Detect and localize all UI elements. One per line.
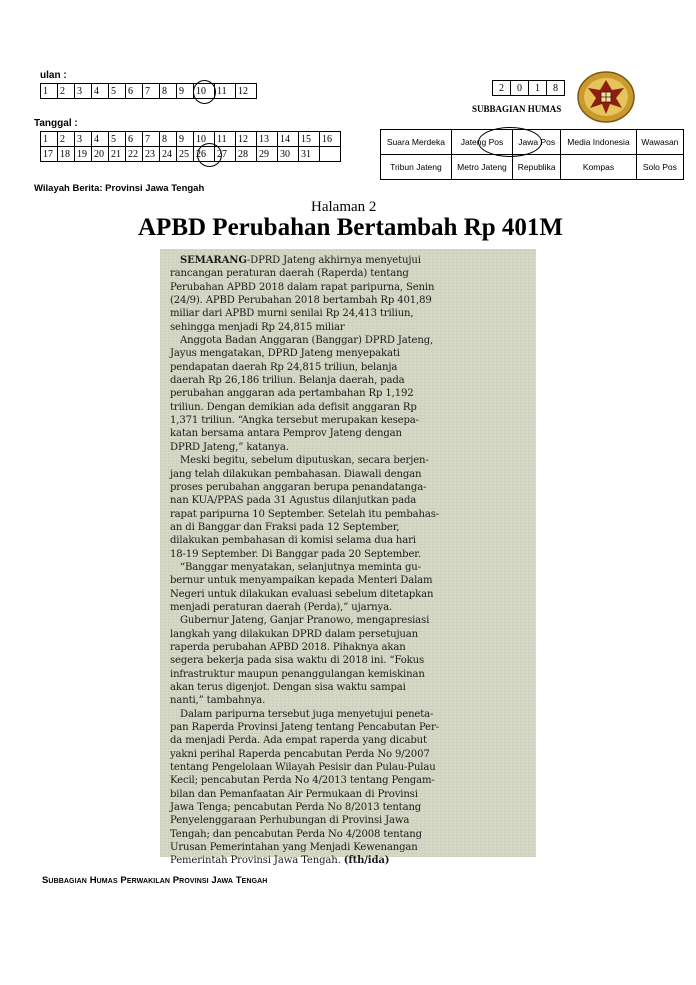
day-cell: 28	[236, 147, 257, 162]
article-line	[170, 588, 528, 601]
article-line-text: triliun. Dengan demikian ada defisit anggaran Rp	[170, 401, 417, 413]
month-cell: 6	[126, 84, 143, 99]
article-line-text: rapat paripurna 10 September. Setelah itu pembahas-	[170, 508, 440, 520]
article-line	[170, 387, 528, 400]
article-line	[170, 561, 528, 574]
byline: (fth/ida)	[343, 855, 390, 867]
media-cell: Wawasan	[636, 130, 683, 155]
article-line-text: Meski begitu, sebelum diputuskan, secara berjen-	[180, 455, 429, 467]
article-line-text: proses perubahan anggaran berupa penandatanga-	[170, 481, 427, 493]
day-cell: 7	[143, 132, 160, 147]
article-line-text: 1,371 triliun. “Angka tersebut merupakan kesepa-	[170, 415, 419, 427]
article-line	[170, 801, 528, 814]
article-line	[170, 267, 528, 280]
year-table	[492, 80, 565, 96]
article-line	[170, 748, 528, 761]
article-line	[170, 307, 528, 320]
article-line-text: DPRD Jateng,” katanya.	[170, 441, 289, 453]
day-cell: 30	[278, 147, 299, 162]
article-line-text: perubahan anggaran ada pertambahan Rp 1,192	[170, 388, 414, 400]
month-cell: 9	[177, 84, 194, 99]
article-line	[170, 601, 528, 614]
article-line	[170, 294, 528, 307]
article-line-text: Urusan Pemerintahan yang Menjadi Kewenangan	[170, 842, 418, 854]
article-line-text: 18-19 September. Di Banggar pada 20 September.	[170, 548, 421, 560]
dateline: SEMARANG	[180, 255, 247, 266]
article-line	[170, 641, 528, 654]
article-line	[170, 654, 528, 667]
article-line	[170, 521, 528, 534]
article-line	[170, 574, 528, 587]
article-line-text: Tengah; dan pencabutan Perda No 4/2008 tentang	[170, 828, 422, 840]
day-cell: 27	[215, 147, 236, 162]
selected-month-circle	[193, 80, 216, 104]
day-cell: 21	[109, 147, 126, 162]
article-line-text: tentang Pengelolaan Wilayah Pesisir dan Pulau-Pulau	[170, 762, 436, 774]
article-line-text: jang telah dilakukan pembahasan. Diawali dengan	[170, 468, 422, 480]
day-cell: 12	[236, 132, 257, 147]
media-cell: Jateng Pos	[451, 130, 512, 155]
day-cell: 4	[92, 132, 109, 147]
year-digit-cell: 2	[493, 81, 511, 96]
article-line-text: Negeri untuk dilakukan evaluasi sebelum ditetapkan	[170, 588, 434, 600]
article-line	[170, 454, 528, 467]
day-table	[40, 131, 341, 162]
day-cell: 14	[278, 132, 299, 147]
article-line-text: rancangan peraturan daerah (Raperda) tentang	[170, 268, 409, 280]
article-line-text: Pemerintah Provinsi Jawa Tengah.	[170, 855, 341, 867]
day-cell: 9	[177, 132, 194, 147]
month-cell: 5	[109, 84, 126, 99]
article-line	[170, 708, 528, 721]
day-cell: 26	[194, 147, 215, 162]
article-line-text: Jayus mengatakan, DPRD Jateng menyepakati	[170, 348, 400, 360]
article-line-text: yakni perihal Raperda pencabutan Perda No 9/2007	[170, 748, 430, 760]
article-line-text: nan KUA/PPAS pada 31 Agustus dilanjutkan pada	[170, 495, 417, 507]
article-line	[170, 427, 528, 440]
article-line	[170, 854, 528, 867]
selected-day-circle	[197, 143, 222, 167]
article-line	[170, 254, 528, 267]
media-cell: Solo Pos	[636, 155, 683, 180]
bulan-label: ulan :	[40, 70, 67, 81]
wilayah-label: Wilayah Berita: Provinsi Jawa Tengah	[34, 183, 205, 194]
media-cell: Suara Merdeka	[381, 130, 452, 155]
article-line	[170, 828, 528, 841]
article-line	[170, 414, 528, 427]
day-cell: 2	[58, 132, 75, 147]
article-line	[170, 774, 528, 787]
subbagian-label: SUBBAGIAN HUMAS	[472, 104, 562, 114]
article-line	[170, 628, 528, 641]
month-table	[40, 83, 257, 99]
media-cell: Kompas	[561, 155, 637, 180]
day-cell: 24	[160, 147, 177, 162]
day-cell: 17	[41, 147, 58, 162]
footer-text: Subbagian Humas Perwakilan Provinsi Jawa Tengah	[42, 875, 268, 886]
article-line-text: dilakukan pembahasan di komisi selama dua hari	[170, 535, 416, 547]
article-line-text: akan terus digenjot. Dengan sisa waktu sampai	[170, 682, 406, 693]
day-cell: 16	[320, 132, 341, 147]
month-cell: 10	[194, 84, 215, 99]
year-digit-cell: 1	[529, 81, 547, 96]
media-cell: Media Indonesia	[561, 130, 637, 155]
page-number: Halaman 2	[311, 199, 377, 215]
month-cell: 1	[41, 84, 58, 99]
article-line-text: langkah yang dilakukan DPRD dalam persetujuan	[170, 628, 418, 640]
article-line-text: miliar dari APBD murni senilai Rp 24,413 triliun,	[170, 308, 414, 320]
month-cell: 4	[92, 84, 109, 99]
month-cell: 12	[236, 84, 257, 99]
garuda-emblem	[576, 70, 636, 124]
article-line	[170, 321, 528, 334]
article-line-text: Jawa Tenga; pencabutan Perda No 8/2013 tentang	[170, 802, 422, 814]
month-cell: 8	[160, 84, 177, 99]
article-line	[170, 334, 528, 347]
media-cell: Metro Jateng	[451, 155, 512, 180]
article-line	[170, 361, 528, 374]
article-line	[170, 788, 528, 801]
day-cell: 20	[92, 147, 109, 162]
article-line	[170, 721, 528, 734]
article-line-text: Anggota Badan Anggaran (Banggar) DPRD Jateng,	[180, 335, 434, 347]
day-cell: 11	[215, 132, 236, 147]
article-line-text: raperda perubahan APBD 2018. Pihaknya akan	[170, 641, 406, 653]
article-line	[170, 481, 528, 494]
article-line	[170, 441, 528, 454]
day-cell: 25	[177, 147, 194, 162]
day-cell: 10	[194, 132, 215, 147]
article-line-text: pan Raperda Provinsi Jateng tentang Pencabutan Per-	[170, 722, 439, 734]
article-line-text: nanti,” tambahnya.	[170, 695, 266, 707]
article-line-text: segera bekerja pada sisa waktu di 2018 ini. “Fokus	[170, 655, 425, 667]
day-cell: 1	[41, 132, 58, 147]
article-line	[170, 668, 528, 681]
article-line-text: bernur untuk menyampaikan kepada Menteri Dalam	[170, 575, 433, 587]
article-line	[170, 681, 528, 694]
day-cell: 5	[109, 132, 126, 147]
article-line	[170, 468, 528, 481]
article-line	[170, 347, 528, 360]
day-cell: 18	[58, 147, 75, 162]
day-cell: 29	[257, 147, 278, 162]
day-cell: 22	[126, 147, 143, 162]
media-cell: Jawa Pos	[513, 130, 561, 155]
headline: APBD Perubahan Bertambah Rp 401M	[138, 214, 564, 241]
article-line-text: infrastruktur maupun penanggulangan kemiskinan	[170, 668, 425, 680]
article-line	[170, 508, 528, 521]
article-line-text: Dalam paripurna tersebut juga menyetujui peneta-	[180, 708, 434, 720]
article-line-text: da menjadi Perda. Ada empat raperda yang dicabut	[170, 735, 427, 747]
article-line-text: “Banggar menyatakan, selanjutnya meminta gu-	[180, 561, 421, 573]
article-line-text: daerah Rp 26,186 triliun. Belanja daerah, pada	[170, 375, 405, 387]
month-cell: 2	[58, 84, 75, 99]
article-line-text: Gubernur Jateng, Ganjar Pranowo, mengapresiasi	[180, 615, 430, 627]
day-cell	[320, 147, 341, 162]
media-cell: Tribun Jateng	[381, 155, 452, 180]
article-line	[170, 401, 528, 414]
article-line-text: menjadi peraturan daerah (Perda),” ujarnya.	[170, 601, 393, 613]
article-line-text: katan bersama antara Pemprov Jateng dengan	[170, 428, 402, 440]
selected-media-circle	[478, 127, 542, 157]
month-cell: 3	[75, 84, 92, 99]
article-line-text: pendapatan daerah Rp 24,815 triliun, belanja	[170, 361, 398, 373]
news-clipping	[160, 249, 536, 867]
article-line-text: -DPRD Jateng akhirnya menyetujui	[246, 255, 421, 266]
tanggal-label: Tanggal :	[34, 118, 78, 129]
article-line	[170, 614, 528, 627]
media-cell: Republika	[513, 155, 561, 180]
article-line	[170, 694, 528, 707]
article-line-text: (24/9). APBD Perubahan 2018 bertambah Rp 401,89	[170, 295, 432, 307]
day-cell: 6	[126, 132, 143, 147]
article-line	[170, 841, 528, 854]
day-cell: 19	[75, 147, 92, 162]
day-cell: 23	[143, 147, 160, 162]
day-cell: 15	[299, 132, 320, 147]
article-line	[170, 374, 528, 387]
article-line	[170, 534, 528, 547]
month-cell: 11	[215, 84, 236, 99]
month-cell: 7	[143, 84, 160, 99]
article-line	[170, 548, 528, 561]
day-cell: 3	[75, 132, 92, 147]
article-line	[170, 281, 528, 294]
article-line-text: Perubahan APBD 2018 dalam rapat paripurna, Senin	[170, 281, 435, 293]
article-line-text: Penyelenggaraan Perhubungan di Provinsi Jawa	[170, 815, 410, 827]
article-line-text: bilan dan Pemanfaatan Air Permukaan di Provinsi	[170, 788, 418, 800]
day-cell: 8	[160, 132, 177, 147]
article-line	[170, 734, 528, 747]
day-cell: 13	[257, 132, 278, 147]
article-line-text: Kecil; pencabutan Perda No 4/2013 tentang Pengam-	[170, 775, 435, 787]
article-line	[170, 814, 528, 827]
year-digit-cell: 8	[547, 81, 565, 96]
article-line-text: sehingga menjadi Rp 24,815 miliar	[170, 321, 345, 333]
year-digit-cell: 0	[511, 81, 529, 96]
article-line-text: an di Banggar dan Fraksi pada 12 September,	[170, 521, 400, 533]
day-cell: 31	[299, 147, 320, 162]
article-line	[170, 494, 528, 507]
article-line	[170, 761, 528, 774]
